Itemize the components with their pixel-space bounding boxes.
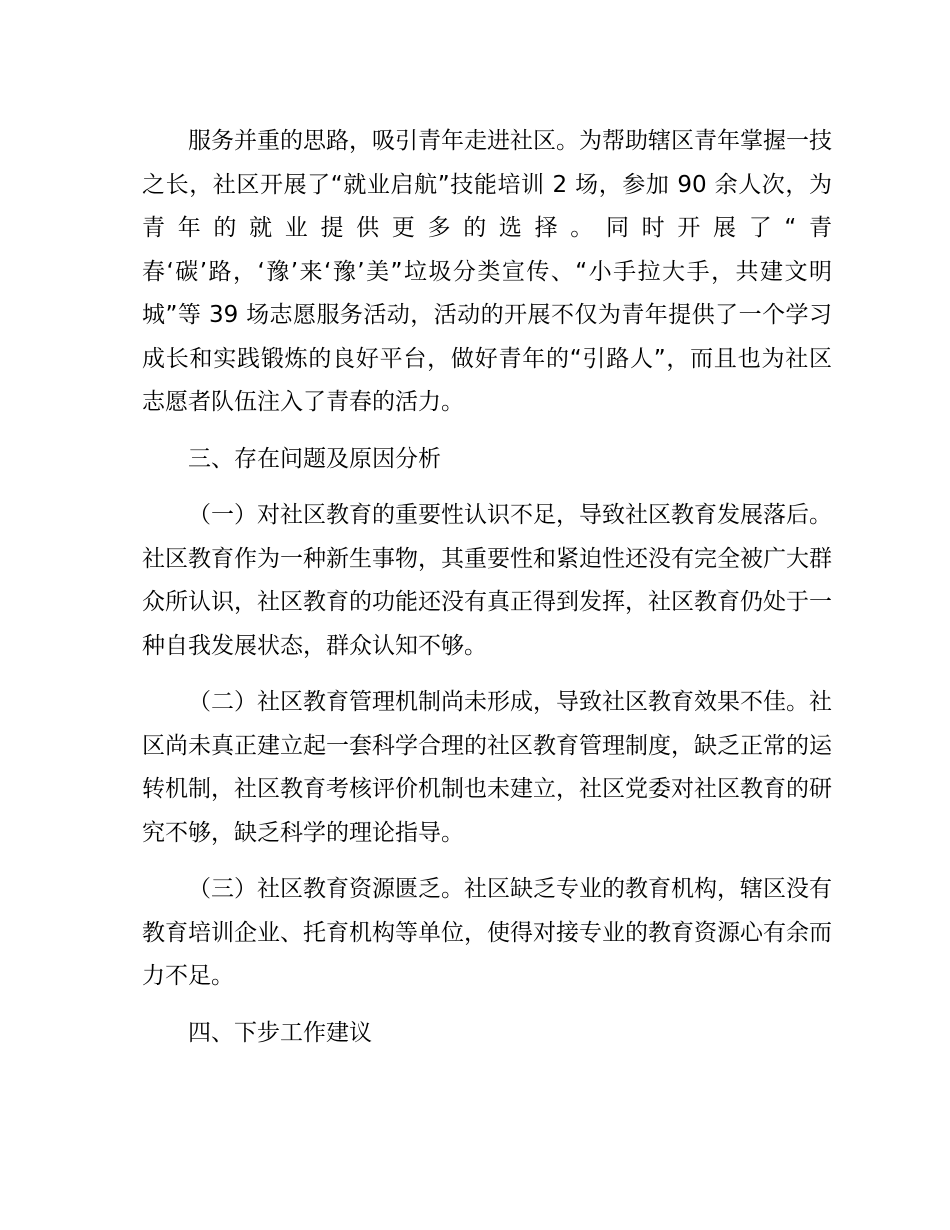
paragraph-problem-1: （一）对社区教育的重要性认识不足，导致社区教育发展落后。社区教育作为一种新生事物，其重要性和紧迫性还没有完全被广大群众所认识，社区教育的功能还没有真正得到发挥，社区教育仍处于一种自我发展状态，群众认知不够。	[142, 502, 832, 659]
section-heading-suggestions: 四、下步工作建议	[188, 1019, 372, 1046]
document-body	[142, 120, 832, 1068]
paragraph-problem-3: （三）社区教育资源匮乏。社区缺乏专业的教育机构，辖区没有教育培训企业、托育机构等单位，使得对接专业的教育资源心有余而力不足。	[142, 876, 832, 989]
paragraph-problem-2: （二）社区教育管理机制尚未形成，导致社区教育效果不佳。社区尚未真正建立起一套科学合理的社区教育管理制度，缺乏正常的运转机制，社区教育考核评价机制也未建立，社区党委对社区教育的研究不够，缺乏科学的理论指导。	[142, 689, 832, 846]
paragraph-youth-services: 服务并重的思路，吸引青年走进社区。为帮助辖区青年掌握一技之长，社区开展了“就业启航”技能培训 2 场，参加 90 余人次，为青年的就业提供更多的选择。同时开展了“青春‘碳’路，‘豫’来‘豫’美”垃圾分类宣传、“小手拉大手，共建文明城”等 39 场志愿服务活动，活动的开展不仅为青年提供了一个学习成长和实践锻炼的良好平台，做好青年的“引路人”，而且也为社区志愿者队伍注入了青春的活力。	[142, 128, 832, 415]
section-heading-problems: 三、存在问题及原因分析	[188, 445, 441, 472]
